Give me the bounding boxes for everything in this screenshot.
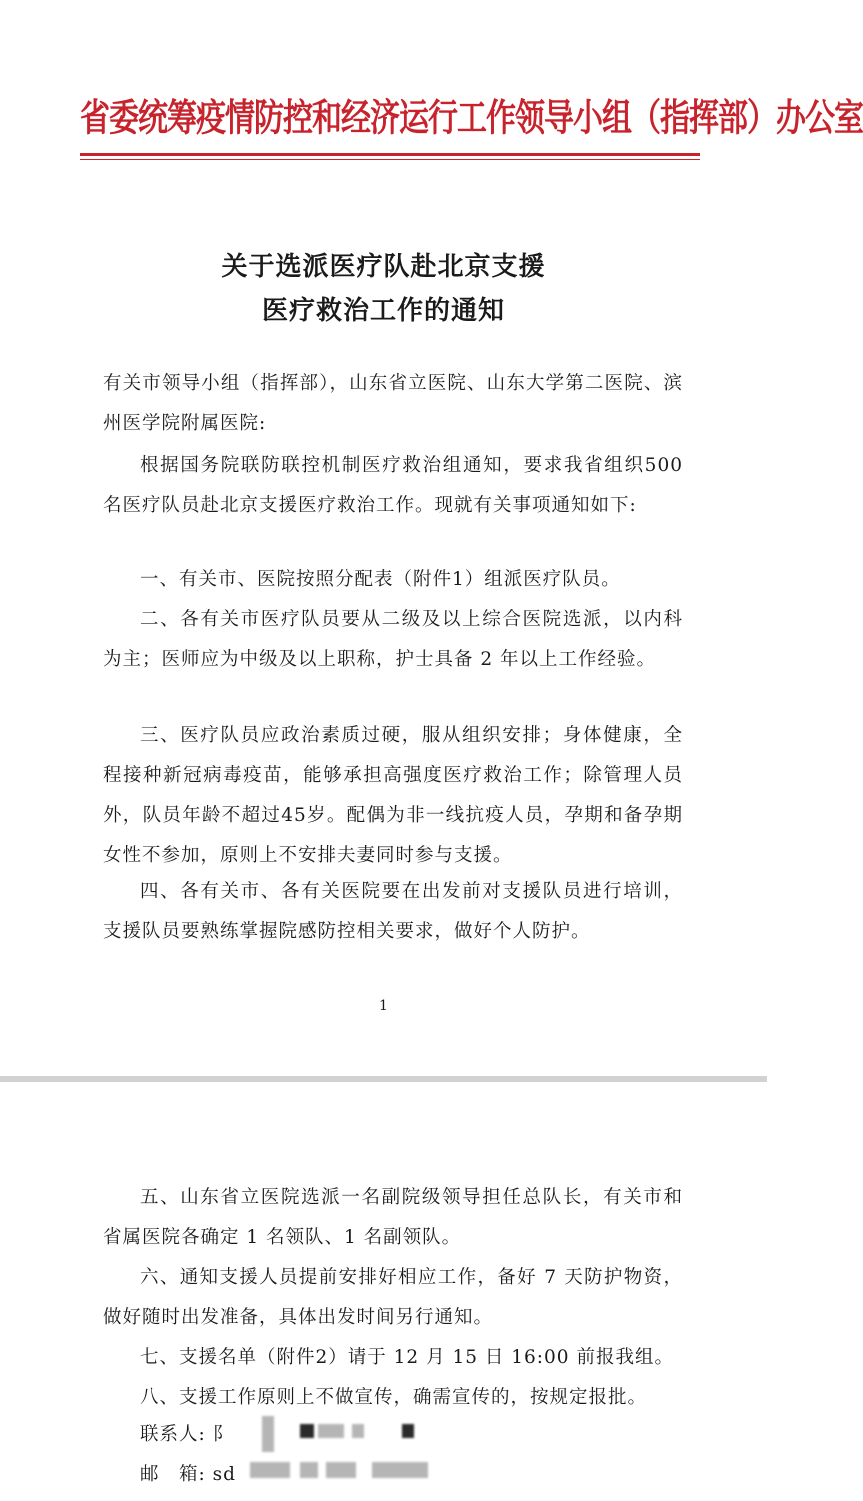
item-7-paragraph: 七、支援名单（附件2）请于 12 月 15 日 16:00 前报我组。: [140, 1347, 674, 1368]
intro-paragraph: 根据国务院联防联控机制医疗救治组通知，要求我省组织500名医疗队员赴北京支援医疗救治工作。现就有关事项通知如下:: [103, 455, 683, 516]
redacted-block: [326, 1462, 356, 1478]
document-page-2: [0, 1082, 767, 1501]
page-number: 1: [379, 998, 388, 1014]
redacted-block: [300, 1424, 314, 1438]
redacted-block: [318, 1424, 344, 1438]
contact-person-line: 联系人: 阝: [140, 1424, 233, 1445]
redacted-block: [352, 1424, 364, 1438]
header-red-rule: [80, 153, 700, 156]
email-line: 邮 箱: sd: [140, 1464, 236, 1485]
redacted-block: [250, 1462, 290, 1478]
item-1-paragraph: 一、有关市、医院按照分配表（附件1）组派医疗队员。: [140, 569, 621, 590]
document-title-line-2: 医疗救治工作的通知: [261, 296, 505, 326]
redacted-block: [300, 1462, 318, 1478]
item-4-paragraph: 四、各有关市、各有关医院要在出发前对支援队员进行培训，支援队员要熟练掌握院感防控相关要求，做好个人防护。: [103, 881, 683, 942]
redacted-block: [402, 1424, 414, 1438]
item-5-paragraph: 五、山东省立医院选派一名副院级领导担任总队长，有关市和省属医院各确定 1 名领队、1 名副领队。: [103, 1187, 683, 1248]
redacted-block: [262, 1416, 274, 1452]
item-8-paragraph: 八、支援工作原则上不做宣传，确需宣传的，按规定报批。: [140, 1387, 648, 1408]
item-2-paragraph: 二、各有关市医疗队员要从二级及以上综合医院选派，以内科为主；医师应为中级及以上职称，护士具备 2 年以上工作经验。: [103, 609, 683, 670]
item-6-paragraph: 六、通知支援人员提前安排好相应工作，备好 7 天防护物资，做好随时出发准备，具体出发时间另行通知。: [103, 1267, 683, 1328]
header-red-rule-thin: [80, 159, 700, 160]
redacted-block: [372, 1462, 428, 1478]
document-title-line-1: 关于选派医疗队赴北京支援: [221, 252, 546, 282]
org-header-title: 省委统筹疫情防控和经济运行工作领导小组（指挥部）办公室: [80, 96, 863, 141]
item-3-paragraph: 三、医疗队员应政治素质过硬，服从组织安排；身体健康，全程接种新冠病毒疫苗，能够承担高强度医疗救治工作；除管理人员外，队员年龄不超过45岁。配偶为非一线抗疫人员，孕期和备孕期女性不参加，原则上不安排夫妻同时参与支援。: [103, 725, 683, 866]
recipients-paragraph: 有关市领导小组（指挥部），山东省立医院、山东大学第二医院、滨州医学院附属医院:: [103, 373, 683, 434]
